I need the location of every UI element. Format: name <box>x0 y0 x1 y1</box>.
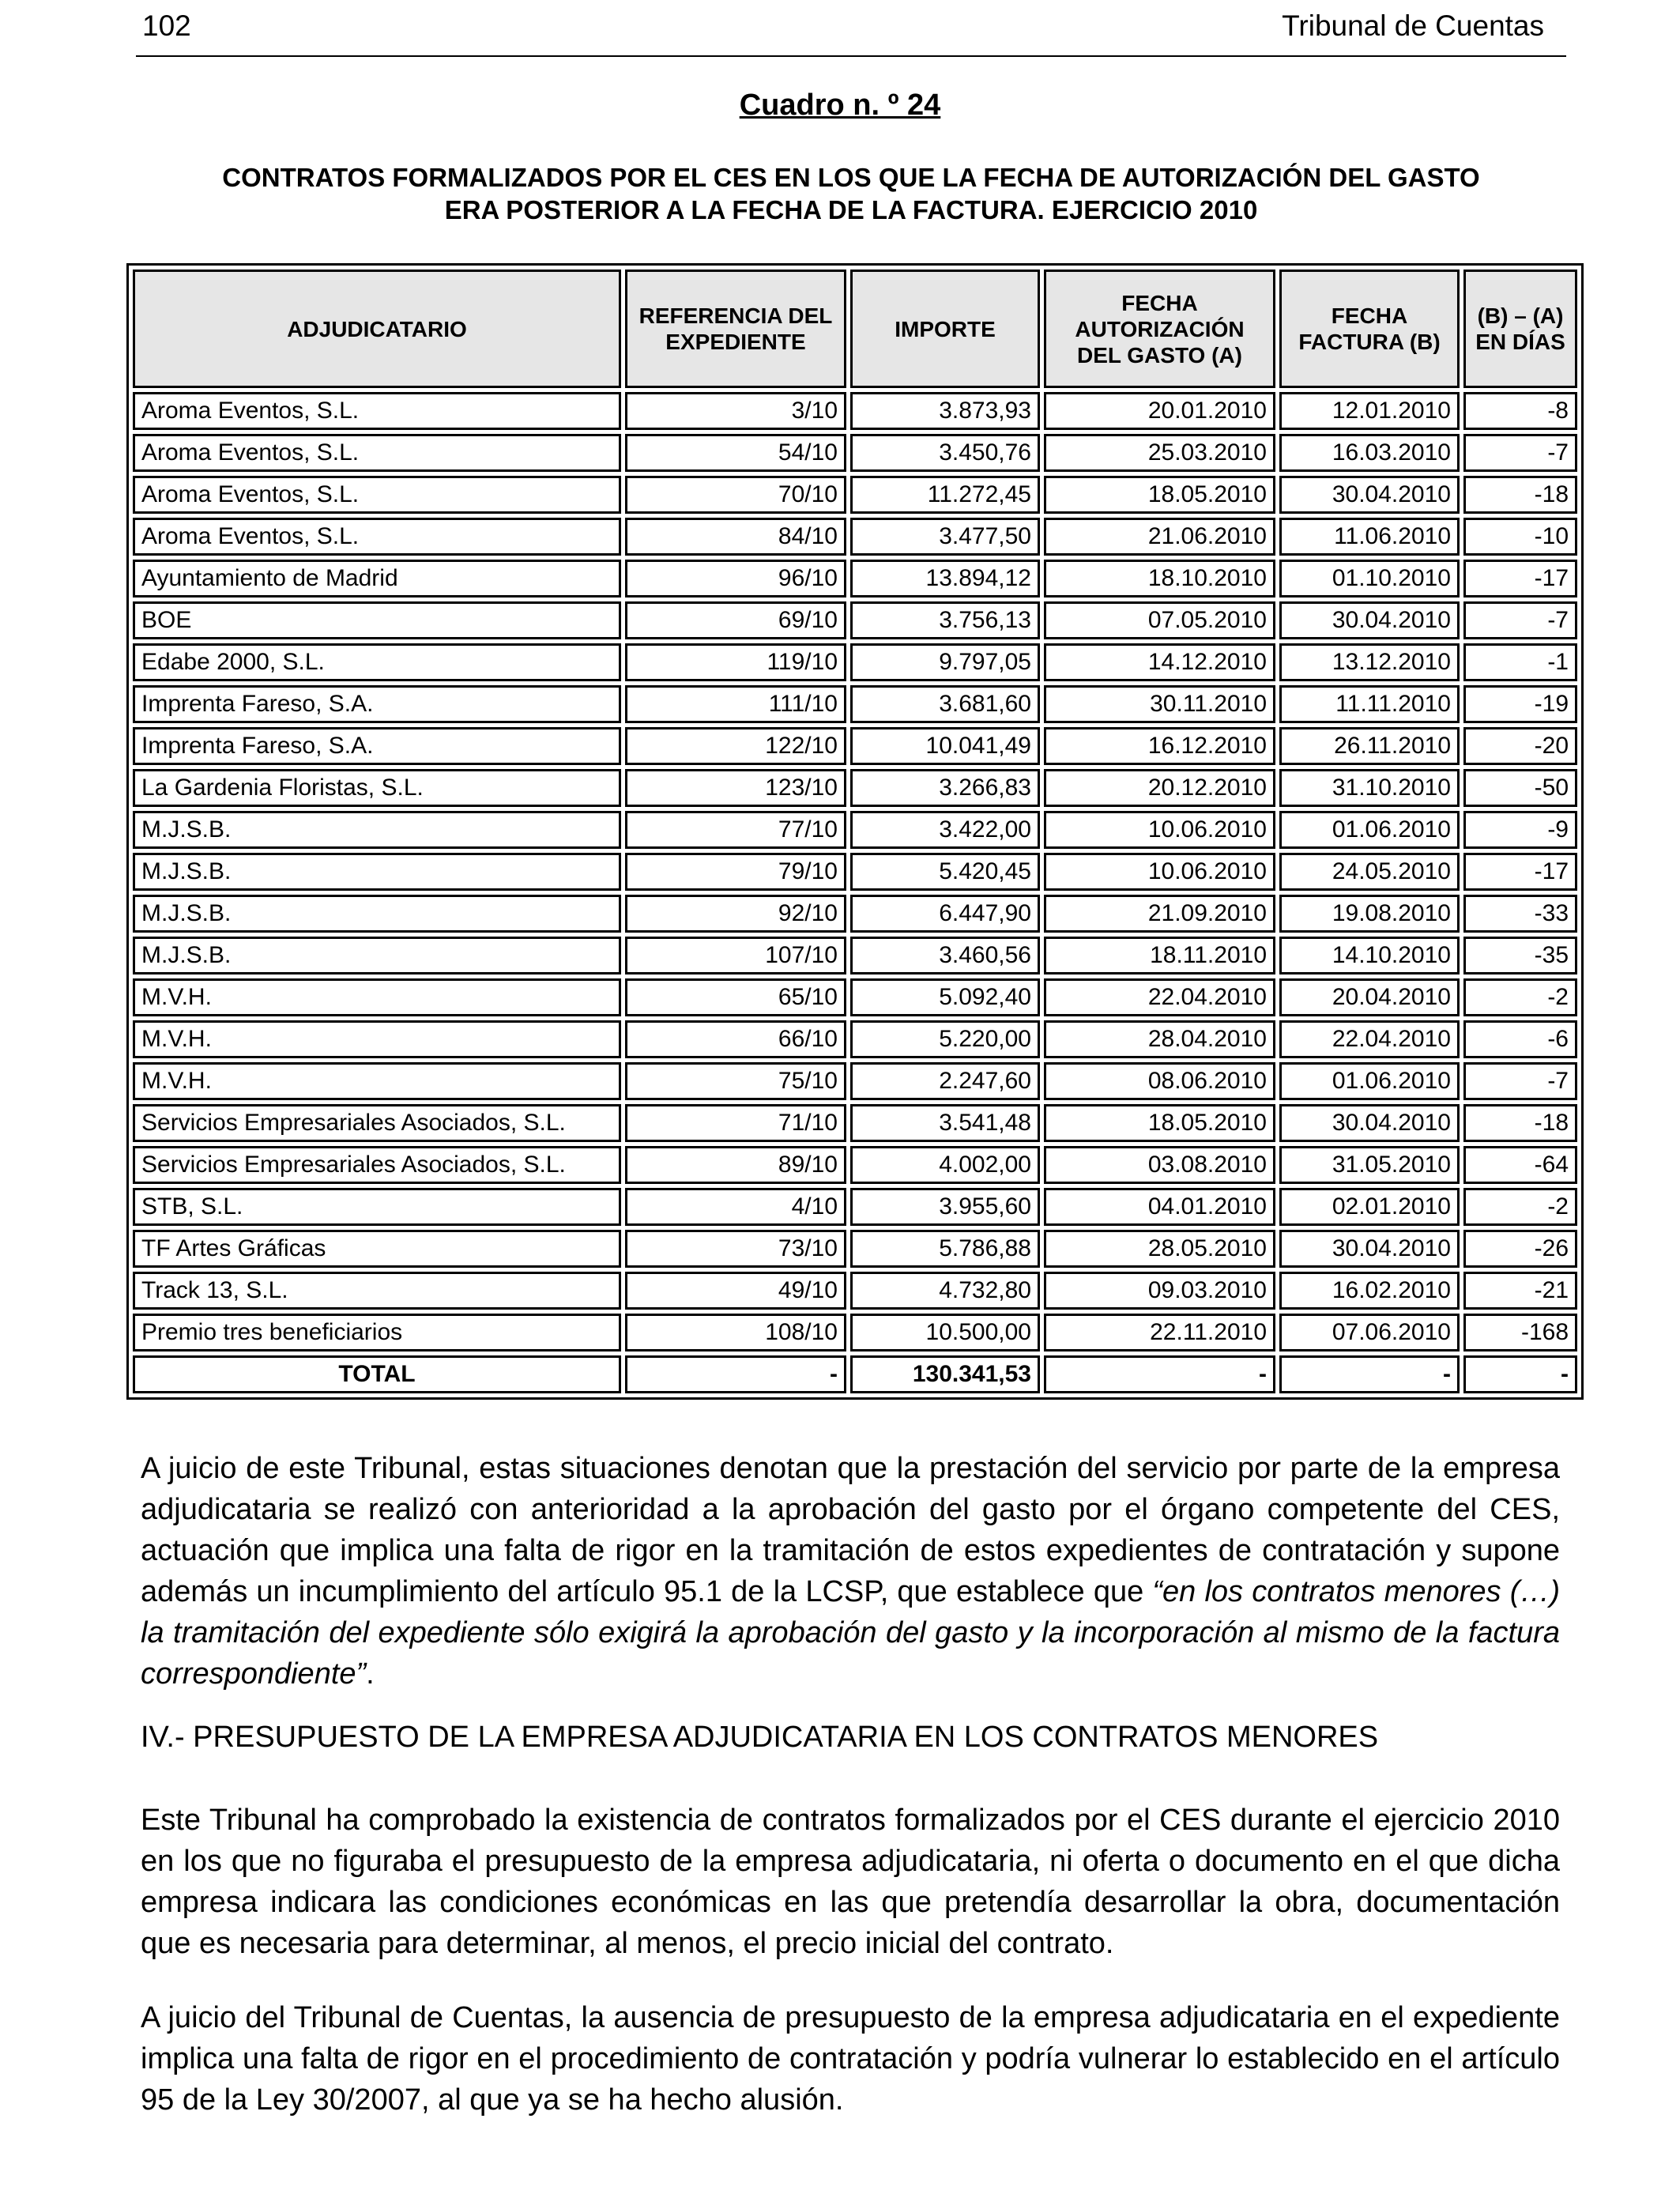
cell-fecha-factura: 13.12.2010 <box>1279 643 1460 681</box>
cell-importe: 13.894,12 <box>850 560 1040 598</box>
total-amount: 130.341,53 <box>850 1355 1040 1393</box>
cell-fecha-autorizacion: 18.11.2010 <box>1044 937 1275 974</box>
cell-adjudicatario: M.J.S.B. <box>133 895 621 933</box>
cell-importe: 3.681,60 <box>850 685 1040 723</box>
cell-referencia: 108/10 <box>625 1314 846 1351</box>
cell-dias: -21 <box>1463 1272 1577 1310</box>
cell-importe: 3.756,13 <box>850 601 1040 639</box>
cell-adjudicatario: Servicios Empresariales Asociados, S.L. <box>133 1146 621 1184</box>
cell-importe: 9.797,05 <box>850 643 1040 681</box>
cell-fecha-autorizacion: 18.05.2010 <box>1044 476 1275 514</box>
cell-fecha-autorizacion: 28.04.2010 <box>1044 1020 1275 1058</box>
column-header: (B) – (A) EN DÍAS <box>1463 270 1577 388</box>
cell-referencia: 4/10 <box>625 1188 846 1226</box>
cell-adjudicatario: La Gardenia Floristas, S.L. <box>133 769 621 807</box>
table-row <box>133 518 1577 556</box>
paragraph-3: A juicio del Tribunal de Cuentas, la ausencia de presupuesto de la empresa adjudicataria en el expediente implica una falta de rigor en el procedimiento de contratación y podría vulnerar lo establecido en el artículo 95 de la Ley 30/2007, al que ya se ha hecho alusión. <box>141 2001 1560 2117</box>
cell-referencia: 75/10 <box>625 1062 846 1100</box>
table-number: Cuadro n. º 24 <box>739 89 941 122</box>
cell-fecha-autorizacion: 10.06.2010 <box>1044 811 1275 849</box>
cell-dias: -35 <box>1463 937 1577 974</box>
cell-dias: -168 <box>1463 1314 1577 1351</box>
cell-adjudicatario: Edabe 2000, S.L. <box>133 643 621 681</box>
cell-importe: 10.500,00 <box>850 1314 1040 1351</box>
cell-referencia: 73/10 <box>625 1230 846 1268</box>
cell-importe: 3.450,76 <box>850 434 1040 472</box>
cell-fecha-factura: 01.06.2010 <box>1279 811 1460 849</box>
cell-importe: 4.732,80 <box>850 1272 1040 1310</box>
cell-importe: 4.002,00 <box>850 1146 1040 1184</box>
cell-dias: -18 <box>1463 476 1577 514</box>
table-total-row <box>133 1355 1577 1393</box>
column-header: FECHA FACTURA (B) <box>1279 270 1460 388</box>
column-header: ADJUDICATARIO <box>133 270 621 388</box>
table-row <box>133 1314 1577 1351</box>
cell-fecha-autorizacion: 14.12.2010 <box>1044 643 1275 681</box>
column-header: REFERENCIA DEL EXPEDIENTE <box>625 270 846 388</box>
cell-importe: 5.220,00 <box>850 1020 1040 1058</box>
cell-dias: -17 <box>1463 853 1577 891</box>
cell-dias: -33 <box>1463 895 1577 933</box>
cell-fecha-autorizacion: 09.03.2010 <box>1044 1272 1275 1310</box>
cell-fecha-autorizacion: 20.01.2010 <box>1044 392 1275 430</box>
cell-referencia: 54/10 <box>625 434 846 472</box>
cell-adjudicatario: M.J.S.B. <box>133 853 621 891</box>
cell-fecha-factura: 02.01.2010 <box>1279 1188 1460 1226</box>
cell-referencia: 123/10 <box>625 769 846 807</box>
cell-dias: -18 <box>1463 1104 1577 1142</box>
cell-importe: 11.272,45 <box>850 476 1040 514</box>
table-header-row <box>133 270 1577 388</box>
cell-referencia: 71/10 <box>625 1104 846 1142</box>
cell-fecha-factura: 11.06.2010 <box>1279 518 1460 556</box>
cell-fecha-factura: 22.04.2010 <box>1279 1020 1460 1058</box>
cell-importe: 5.786,88 <box>850 1230 1040 1268</box>
cell-fecha-factura: 31.10.2010 <box>1279 769 1460 807</box>
cell-adjudicatario: Aroma Eventos, S.L. <box>133 392 621 430</box>
cell-importe: 5.092,40 <box>850 978 1040 1016</box>
cell-adjudicatario: Aroma Eventos, S.L. <box>133 518 621 556</box>
cell-dias: -26 <box>1463 1230 1577 1268</box>
legal-quote: “en los contratos menores (…) la tramitación del expediente sólo exigirá la aprobación del gasto y la incorporación al mismo de la factura correspondiente” <box>141 1575 1560 1691</box>
table-row <box>133 1062 1577 1100</box>
cell-adjudicatario: M.V.H. <box>133 1062 621 1100</box>
cell-adjudicatario: STB, S.L. <box>133 1188 621 1226</box>
cell-fecha-autorizacion: 30.11.2010 <box>1044 685 1275 723</box>
cell-importe: 3.460,56 <box>850 937 1040 974</box>
cell-referencia: 111/10 <box>625 685 846 723</box>
cell-fecha-factura: 12.01.2010 <box>1279 392 1460 430</box>
cell-adjudicatario: M.V.H. <box>133 1020 621 1058</box>
table-row <box>133 1188 1577 1226</box>
cell-fecha-autorizacion: 25.03.2010 <box>1044 434 1275 472</box>
cell-fecha-autorizacion: 22.04.2010 <box>1044 978 1275 1016</box>
table-title-line: CONTRATOS FORMALIZADOS POR EL CES EN LOS QUE LA FECHA DE AUTORIZACIÓN DEL GASTO <box>222 163 1480 192</box>
table-row <box>133 392 1577 430</box>
cell-fecha-autorizacion: 28.05.2010 <box>1044 1230 1275 1268</box>
table-row <box>133 476 1577 514</box>
cell-adjudicatario: Aroma Eventos, S.L. <box>133 476 621 514</box>
cell-dias: -20 <box>1463 727 1577 765</box>
cell-referencia: 77/10 <box>625 811 846 849</box>
column-header: IMPORTE <box>850 270 1040 388</box>
table-row <box>133 560 1577 598</box>
cell-adjudicatario: Imprenta Fareso, S.A. <box>133 685 621 723</box>
table-title-line: ERA POSTERIOR A LA FECHA DE LA FACTURA. EJERCICIO 2010 <box>444 195 1258 224</box>
cell-fecha-autorizacion: 08.06.2010 <box>1044 1062 1275 1100</box>
cell-fecha-factura: 30.04.2010 <box>1279 476 1460 514</box>
cell-adjudicatario: Track 13, S.L. <box>133 1272 621 1310</box>
cell-fecha-factura: 20.04.2010 <box>1279 978 1460 1016</box>
cell-referencia: 84/10 <box>625 518 846 556</box>
cell-fecha-factura: 30.04.2010 <box>1279 601 1460 639</box>
cell-adjudicatario: TF Artes Gráficas <box>133 1230 621 1268</box>
cell-importe: 5.420,45 <box>850 853 1040 891</box>
table-title <box>136 161 1566 226</box>
cell-dias: -50 <box>1463 769 1577 807</box>
table-row <box>133 769 1577 807</box>
cell-referencia: 3/10 <box>625 392 846 430</box>
total-cell: - <box>1279 1355 1460 1393</box>
cell-fecha-factura: 01.06.2010 <box>1279 1062 1460 1100</box>
column-header: FECHA AUTORIZACIÓN DEL GASTO (A) <box>1044 270 1275 388</box>
cell-adjudicatario: M.J.S.B. <box>133 811 621 849</box>
cell-dias: -2 <box>1463 978 1577 1016</box>
cell-dias: -17 <box>1463 560 1577 598</box>
cell-fecha-autorizacion: 21.09.2010 <box>1044 895 1275 933</box>
cell-fecha-factura: 01.10.2010 <box>1279 560 1460 598</box>
table-row <box>133 937 1577 974</box>
cell-importe: 3.477,50 <box>850 518 1040 556</box>
table-row <box>133 895 1577 933</box>
total-cell: - <box>625 1355 846 1393</box>
cell-dias: -6 <box>1463 1020 1577 1058</box>
cell-dias: -2 <box>1463 1188 1577 1226</box>
page-number: 102 <box>142 9 191 42</box>
table-row <box>133 1230 1577 1268</box>
cell-importe: 3.955,60 <box>850 1188 1040 1226</box>
table-body <box>133 392 1577 1393</box>
cell-importe: 3.266,83 <box>850 769 1040 807</box>
contracts-table <box>126 263 1584 1400</box>
table-row <box>133 727 1577 765</box>
cell-referencia: 49/10 <box>625 1272 846 1310</box>
cell-importe: 3.422,00 <box>850 811 1040 849</box>
cell-fecha-autorizacion: 20.12.2010 <box>1044 769 1275 807</box>
cell-importe: 10.041,49 <box>850 727 1040 765</box>
cell-adjudicatario: M.J.S.B. <box>133 937 621 974</box>
cell-fecha-factura: 26.11.2010 <box>1279 727 1460 765</box>
table-row <box>133 434 1577 472</box>
cell-referencia: 122/10 <box>625 727 846 765</box>
cell-adjudicatario: Aroma Eventos, S.L. <box>133 434 621 472</box>
table-row <box>133 1146 1577 1184</box>
cell-dias: -7 <box>1463 1062 1577 1100</box>
cell-dias: -7 <box>1463 601 1577 639</box>
cell-importe: 2.247,60 <box>850 1062 1040 1100</box>
cell-adjudicatario: Servicios Empresariales Asociados, S.L. <box>133 1104 621 1142</box>
section-heading: IV.- PRESUPUESTO DE LA EMPRESA ADJUDICATARIA EN LOS CONTRATOS MENORES <box>141 1721 1379 1754</box>
cell-adjudicatario: Premio tres beneficiarios <box>133 1314 621 1351</box>
cell-fecha-autorizacion: 18.05.2010 <box>1044 1104 1275 1142</box>
cell-referencia: 119/10 <box>625 643 846 681</box>
cell-adjudicatario: Ayuntamiento de Madrid <box>133 560 621 598</box>
total-cell: - <box>1044 1355 1275 1393</box>
cell-adjudicatario: Imprenta Fareso, S.A. <box>133 727 621 765</box>
cell-fecha-autorizacion: 04.01.2010 <box>1044 1188 1275 1226</box>
cell-fecha-factura: 16.02.2010 <box>1279 1272 1460 1310</box>
cell-importe: 6.447,90 <box>850 895 1040 933</box>
cell-importe: 3.541,48 <box>850 1104 1040 1142</box>
cell-referencia: 65/10 <box>625 978 846 1016</box>
cell-fecha-factura: 14.10.2010 <box>1279 937 1460 974</box>
cell-referencia: 107/10 <box>625 937 846 974</box>
cell-fecha-factura: 31.05.2010 <box>1279 1146 1460 1184</box>
cell-referencia: 69/10 <box>625 601 846 639</box>
paragraph-1-text: A juicio de este Tribunal, estas situaciones denotan que la prestación del servicio por parte de la empresa adjudicataria se realizó con anterioridad a la aprobación del gasto por el órgano competente del CES, actuación que implica una falta de rigor en la tramitación de estos expedientes de contratación y supone además un incumplimiento del artículo 95.1 de la LCSP, que establece que <box>141 1452 1560 1608</box>
cell-fecha-factura: 24.05.2010 <box>1279 853 1460 891</box>
total-cell: - <box>1463 1355 1577 1393</box>
cell-fecha-factura: 11.11.2010 <box>1279 685 1460 723</box>
cell-dias: -8 <box>1463 392 1577 430</box>
paragraph-1 <box>141 1448 1560 1695</box>
total-label: TOTAL <box>133 1355 621 1393</box>
table-row <box>133 643 1577 681</box>
table-row <box>133 1272 1577 1310</box>
table-row <box>133 601 1577 639</box>
cell-referencia: 89/10 <box>625 1146 846 1184</box>
cell-dias: -9 <box>1463 811 1577 849</box>
cell-adjudicatario: BOE <box>133 601 621 639</box>
cell-dias: -64 <box>1463 1146 1577 1184</box>
running-head: Tribunal de Cuentas <box>1282 9 1544 42</box>
table-row <box>133 1020 1577 1058</box>
cell-dias: -7 <box>1463 434 1577 472</box>
cell-referencia: 66/10 <box>625 1020 846 1058</box>
table-row <box>133 1104 1577 1142</box>
table-row <box>133 853 1577 891</box>
paragraph-1-end: . <box>366 1657 375 1691</box>
cell-dias: -10 <box>1463 518 1577 556</box>
cell-fecha-autorizacion: 22.11.2010 <box>1044 1314 1275 1351</box>
table-row <box>133 685 1577 723</box>
cell-fecha-autorizacion: 18.10.2010 <box>1044 560 1275 598</box>
cell-referencia: 92/10 <box>625 895 846 933</box>
cell-dias: -19 <box>1463 685 1577 723</box>
cell-referencia: 96/10 <box>625 560 846 598</box>
cell-referencia: 70/10 <box>625 476 846 514</box>
cell-fecha-factura: 30.04.2010 <box>1279 1230 1460 1268</box>
cell-fecha-factura: 30.04.2010 <box>1279 1104 1460 1142</box>
cell-fecha-autorizacion: 10.06.2010 <box>1044 853 1275 891</box>
cell-adjudicatario: M.V.H. <box>133 978 621 1016</box>
paragraph-2: Este Tribunal ha comprobado la existencia de contratos formalizados por el CES durante el ejercicio 2010 en los que no figuraba el presupuesto de la empresa adjudicataria, ni oferta o documento en el que dicha empresa indicara las condiciones económicas en las que pretendía desarrollar la obra, documentación que es necesaria para determinar, al menos, el precio inicial del contrato. <box>141 1804 1560 1960</box>
cell-fecha-autorizacion: 07.05.2010 <box>1044 601 1275 639</box>
cell-dias: -1 <box>1463 643 1577 681</box>
cell-fecha-factura: 07.06.2010 <box>1279 1314 1460 1351</box>
cell-fecha-autorizacion: 03.08.2010 <box>1044 1146 1275 1184</box>
table-row <box>133 811 1577 849</box>
cell-fecha-factura: 19.08.2010 <box>1279 895 1460 933</box>
cell-fecha-factura: 16.03.2010 <box>1279 434 1460 472</box>
cell-fecha-autorizacion: 21.06.2010 <box>1044 518 1275 556</box>
table-row <box>133 978 1577 1016</box>
cell-importe: 3.873,93 <box>850 392 1040 430</box>
cell-fecha-autorizacion: 16.12.2010 <box>1044 727 1275 765</box>
page-header <box>136 0 1566 57</box>
cell-referencia: 79/10 <box>625 853 846 891</box>
